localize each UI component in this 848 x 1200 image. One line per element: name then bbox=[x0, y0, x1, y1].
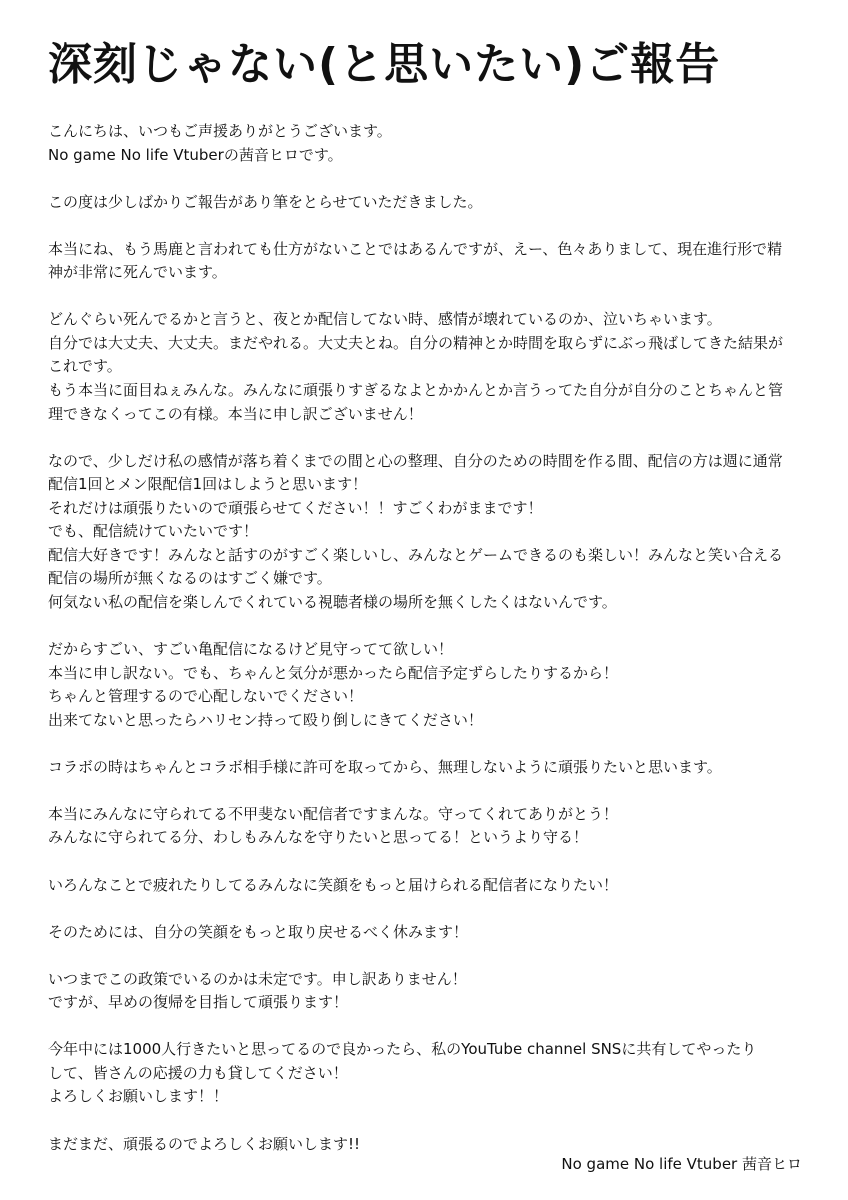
paragraph-line: 出来てないと思ったらハリセン持って殴り倒しにきてください！ bbox=[48, 710, 483, 729]
paragraph-line: 理できなくってこの有様。本当に申し訳ございません！ bbox=[48, 404, 423, 423]
blank-line bbox=[48, 1015, 808, 1039]
paragraph-line: それだけは頑張りたいので頑張らせてください！！すごくわがままです！ bbox=[48, 498, 543, 517]
blank-line bbox=[48, 1109, 808, 1133]
blank-line bbox=[48, 944, 808, 968]
blank-line bbox=[48, 897, 808, 921]
paragraph-line: よろしくお願いします！！ bbox=[48, 1087, 229, 1106]
paragraph-line: 配信1回とメン限配信1回はしようと思います！ bbox=[48, 475, 368, 494]
paragraph-line: いつまでこの政策でいるのかは未定です。申し訳ありません！ bbox=[48, 969, 467, 988]
paragraph-line: No game No life Vtuberの茜音ヒロです。 bbox=[48, 145, 343, 164]
blank-line bbox=[48, 167, 808, 191]
blank-line bbox=[48, 214, 808, 238]
paragraph-line: 本当に申し訳ない。でも、ちゃんと気分が悪かったら配信予定ずらしたりするから！ bbox=[48, 663, 619, 682]
blank-line bbox=[48, 732, 808, 756]
blank-line bbox=[48, 285, 808, 309]
paragraph-line: コラボの時はちゃんとコラボ相手様に許可を取ってから、無理しないように頑張りたいと思います。 bbox=[48, 757, 722, 776]
paragraph-line: でも、配信続けていたいです！ bbox=[48, 522, 259, 541]
blank-line bbox=[48, 426, 808, 450]
paragraph-line: そのためには、自分の笑顔をもっと取り戻せるべく休みます！ bbox=[48, 922, 469, 941]
paragraph-line: して、皆さんの応援の力も貸してください！ bbox=[48, 1063, 348, 1082]
paragraph-line: ですが、早めの復帰を目指して頑張ります！ bbox=[48, 993, 349, 1012]
blank-line bbox=[48, 614, 808, 638]
paragraph-line: もう本当に面目ねぇみんな。みんなに頑張りすぎるなよとかかんとか言うってた自分が自分のことちゃんと管 bbox=[48, 381, 784, 400]
paragraph-line: 何気ない私の配信を楽しんでくれている視聴者様の場所を無くしたくはないんです。 bbox=[48, 592, 617, 611]
paragraph-line: 自分では大丈夫、大丈夫。まだやれる。大丈夫とね。自分の精神とか時間を取らずにぶっ飛ばしてきた結果が bbox=[48, 333, 784, 352]
signature: No game No life Vtuber 茜音ヒロ bbox=[561, 1155, 802, 1173]
paragraph-line: なので、少しだけ私の感情が落ち着くまでの間と心の整理、自分のための時間を作る間、配信の方は週に通常 bbox=[48, 451, 783, 470]
paragraph-line: 神が非常に死んでいます。 bbox=[48, 263, 227, 282]
paragraph-line: みんなに守られてる分、わしもみんなを守りたいと思ってる！というより守る！ bbox=[48, 828, 589, 847]
paragraph-line: だからすごい、すごい亀配信になるけど見守ってて欲しい！ bbox=[48, 640, 454, 659]
paragraph-line: 配信の場所が無くなるのはすごく嫌です。 bbox=[48, 569, 332, 588]
paragraph-line: 本当にみんなに守られてる不甲斐ない配信者ですまんな。守ってくれてありがとう！ bbox=[48, 804, 619, 823]
paragraph-line: この度は少しばかりご報告があり筆をとらせていただきました。 bbox=[48, 192, 483, 211]
paragraph-line: どんぐらい死んでるかと言うと、夜とか配信してない時、感情が壊れているのか、泣いちゃいます。 bbox=[48, 310, 722, 329]
paragraph-line: これです。 bbox=[48, 357, 122, 376]
paragraph-line: ちゃんと管理するので心配しないでください！ bbox=[48, 687, 364, 706]
paragraph-line: まだまだ、頑張るのでよろしくお願いします!! bbox=[48, 1134, 361, 1153]
paragraph-line: いろんなことで疲れたりしてるみんなに笑顔をもっと届けられる配信者になりたい！ bbox=[48, 875, 619, 894]
paragraph-line: 配信大好きです！みんなと話すのがすごく楽しいし、みんなとゲームできるのも楽しい！みんなと笑い合える bbox=[48, 545, 784, 564]
paragraph-line: こんにちは、いつもご声援ありがとうございます。 bbox=[48, 122, 392, 140]
document-title: 深刻じゃない(と思いたい)ご報告 bbox=[48, 39, 721, 90]
blank-line bbox=[48, 850, 808, 874]
blank-line bbox=[48, 779, 808, 803]
paragraph-line: 今年中には1000人行きたいと思ってるので良かったら、私のYouTube channel SNSに共有してやったり bbox=[48, 1040, 757, 1059]
paragraph-line: 本当にね、もう馬鹿と言われても仕方がないことではあるんですが、えー、色々ありまして、現在進行形で精 bbox=[48, 239, 783, 258]
document-body bbox=[48, 120, 808, 1156]
